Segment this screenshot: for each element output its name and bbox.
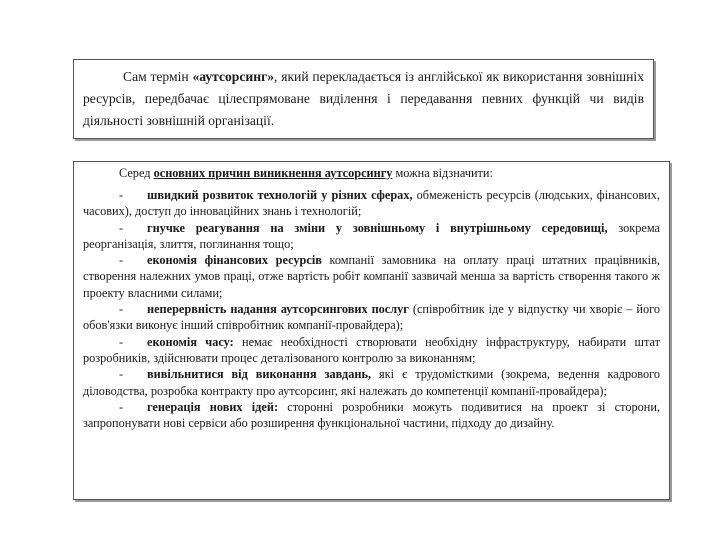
list-dash: - — [119, 334, 124, 349]
list-item — [83, 187, 660, 220]
list-item-text: (співробітник іде у відпустку чи хворіє – його обов'язки виконує інший співробітник компанії-провайдера); — [83, 302, 660, 333]
list-item-text: обмеженість ресурсів (людських, фінансових, часових), доступ до інноваційних знань і технологій; — [83, 188, 660, 219]
list-item-lead: вивільнитися від виконання завдань, — [147, 367, 372, 382]
reasons-intro-before: Серед — [119, 166, 154, 180]
list-item-text: зокрема реорганізація, злиття, поглинання тощо; — [83, 220, 660, 251]
list-item — [83, 366, 660, 399]
list-item-text: сторонні розробники можуть подивитися на проект зі сторони, запропонувати нові сервіси або розширення функціональної частини, підходу до дизайну. — [83, 399, 660, 431]
list-item-lead: швидкий розвиток технологій у різних сферах, — [147, 188, 413, 202]
definition-term: «аутсорсинг» — [192, 69, 275, 84]
list-dash: - — [119, 253, 124, 268]
definition-rest: , який перекладається із англійської як використання зовнішніх ресурсів, передбачає цілеспрямоване виділення і передавання певних функцій чи видів діяльності зовнішній організації. — [83, 69, 644, 128]
list-item-lead: гнучке реагування на зміни у зовнішньому і внутрішньому середовищі, — [147, 220, 608, 235]
list-item — [83, 220, 660, 253]
list-item-lead: неперервність надання аутсорсингових послуг — [147, 302, 409, 317]
list-item — [83, 399, 660, 432]
list-item — [83, 301, 660, 334]
list-item — [83, 252, 660, 301]
list-dash: - — [119, 399, 124, 414]
list-dash: - — [119, 188, 124, 202]
reasons-box — [73, 161, 670, 500]
definition-paragraph — [83, 66, 644, 132]
reasons-list — [83, 187, 660, 431]
list-item-text: які є трудомісткими (зокрема, ведення кадрового діловодства, розробка контракту про аутсорсинг, які належать до компетенції компанії-провайдера); — [83, 367, 660, 398]
list-dash: - — [119, 367, 124, 382]
definition-prefix: Сам термін — [123, 69, 193, 84]
list-dash: - — [119, 302, 124, 317]
list-dash: - — [119, 220, 124, 235]
list-item-lead: економія фінансових ресурсів — [147, 253, 322, 268]
reasons-intro-after: можна відзначити: — [392, 166, 493, 180]
definition-box — [73, 59, 654, 139]
reasons-intro-emphasis: основних причин виникнення аутсорсингу — [153, 166, 393, 180]
list-item-lead: економія часу: — [147, 334, 234, 349]
list-item-lead: генерація нових ідей: — [147, 399, 279, 414]
list-item — [83, 334, 660, 367]
reasons-intro — [83, 165, 660, 181]
list-item-text: немає необхідності створювати необхідну інфраструктуру, набирати штат розробників, здійснювати процес деталізованого контролю за виконанням; — [83, 334, 660, 365]
list-item-text: компанії замовника на оплату праці штатних працівників, створення належних умов праці, отже вартість робіт компанії зазвичай менша за вартість створення такого ж проекту власними силами; — [83, 253, 660, 300]
